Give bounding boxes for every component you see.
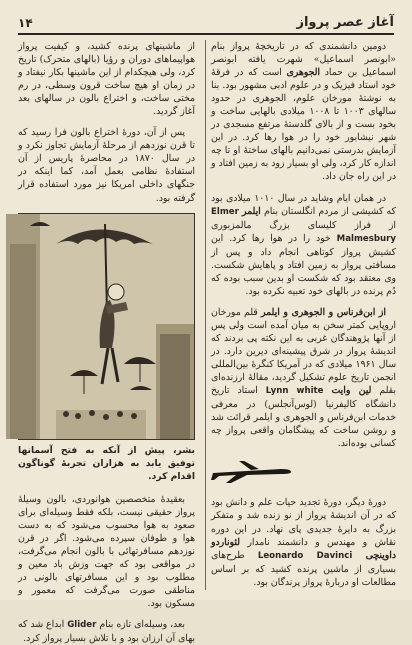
- paragraph: از ابن‌فرناس و الجوهری و ایلمر قلم مورخان اروپایی کمتر سخن به میان آمده است ولی پس از آنها پژوهندگان غربی به این نکته پی بردند که اندیشهٔ پرواز در شرق پیشینه‌ای دیرین دارد. در سال ۱۹۶۱ میلادی که در آمریکا کنگرهٔ بین‌المللی انجمن تاریخ علوم تشکیل گردید، مقالهٔ ارزنده‌ای بقلم لین وایت Lynn white استاد تاریخ دانشگاه کالیفرنیا (لوس‌آنجلس) در معرفی خدمات ابن‌فرناس و الجوهری و ایلمر قرائت شد و روشن ساخت که پیشگامان واقعی پرواز چه کسانی بوده‌اند.: [211, 306, 396, 450]
- paragraph: دومین دانشمندی که در تاریخچهٔ پرواز بنام «ابونصر اسماعیل» شهرت یافته ابونصر اسماعیل بن حماد الجوهری است که در فرقهٔ خود استاد فیزیک و در علوم ادبی مشهور بود. بنا به نوشتهٔ مورخان علوم، الجوهری در حدود سالهای ۱۰۰۳ تا ۱۰۰۸ میلادی بالهایی ساخت و بخود بست و از بالای گلدستهٔ مرتفع مسجدی در شهر نیشابور خود را در هوا رها کرد. در این آزمایش بدرستی نمی‌دانیم بالهای ساختهٔ او تا چه اندازه کار کرد، ولی او بسیار زود به زمین افتاد و در این راه جان داد.: [211, 41, 396, 183]
- page-header: [18, 8, 394, 35]
- right-column: [211, 40, 396, 594]
- paragraph: در همان ایام وشاید در سال ۱۰۱۰ میلادی بود که کشیشی از مردم انگلستان بنام ایلمر Elmer از فراز کلیسای بزرگ مالمزبوری Malmesbury خود را در هوا رها کرد. این کشیش پرواز کوتاهی انجام داد و پس از مسافتی پرواز به زمین افتاد و پاهایش شکست. وی معتقد بود که شکست او بدین سبب بوده که دُم پرنده در بالهای خود تعبیه نکرده بود.: [211, 192, 396, 297]
- column-divider: [205, 40, 206, 590]
- page-title: آغاز عصر پرواز: [296, 15, 394, 30]
- paragraph: دورهٔ دیگر، دورهٔ تجدید حیات علم و دانش بود که در آن اندیشهٔ پرواز از نو زنده شد و متفکر بزرگ به دایرهٔ جدیدی پای نهاد. در این دوره نقاش و مهندس و دانشمند نامدار لئوناردو داوینچی Leonardo Davinci طرح‌های بسیاری از ماشین پرنده کشید که بر اساس مطالعات او دربارهٔ پرواز پرندگان بود.: [211, 497, 396, 588]
- paragraph: بعد، وسیله‌ای تازه بنام Glider ابداع شد که بهای آن ارزان بود و با تلاش بسیار پرواز کرد.: [18, 618, 195, 645]
- airplane-icon: [211, 458, 396, 486]
- umbrella-flying-man-illustration: [18, 213, 195, 440]
- paragraph: از ماشینهای پرنده کشید، و کیفیت پرواز هواپیماهای دوران و رؤیا (بالهای متحرک) تاریخ کرد، ولی هیچکدام از این ماشینها بکار نیفتاد و در زمان او هیچ ساخت قرون وسطی، در رم مختی ساخت، و اختراع بالون در سالهای بعد آغاز گردید.: [18, 41, 195, 118]
- left-column: [18, 40, 195, 645]
- page-number: ۱۴: [18, 16, 33, 30]
- illustration-caption: بشر، پیش از آنکه به فتح آسمانها توفیق یابد به هزاران تجربهٔ گوناگون اقدام کرد.: [18, 444, 195, 482]
- paragraph: بعقیدهٔ متخصصین هوانوردی، بالون وسیلهٔ پرواز حقیقی نیست، بلکه فقط وسیله‌ای برای صعود به هوا محسوب می‌شود که به دست هوا و طوفان سپرده می‌شود. اگر در قرن نوزدهم مسافرتهائی با بالون انجام می‌گرفت، در مواقعی بود که جهت وزش باد معین و مطلوب بود و این مسافرتهای بالونی در مناطقی صورت می‌گرفت که معمور و مسکون بود.: [18, 493, 195, 609]
- paragraph: پس از آن، دورهٔ اختراع بالون فرا رسید که تا قرن نوزدهم از مرحلهٔ آزمایش تجاوز نکرد و در سال ۱۸۷۰ در محاصرهٔ پاریس از آن استفادهٔ نظامی بعمل آمد، کما اینکه در جنگهای داخلی امریکا نیز مورد استفاده قرار گرفته بود.: [18, 127, 195, 204]
